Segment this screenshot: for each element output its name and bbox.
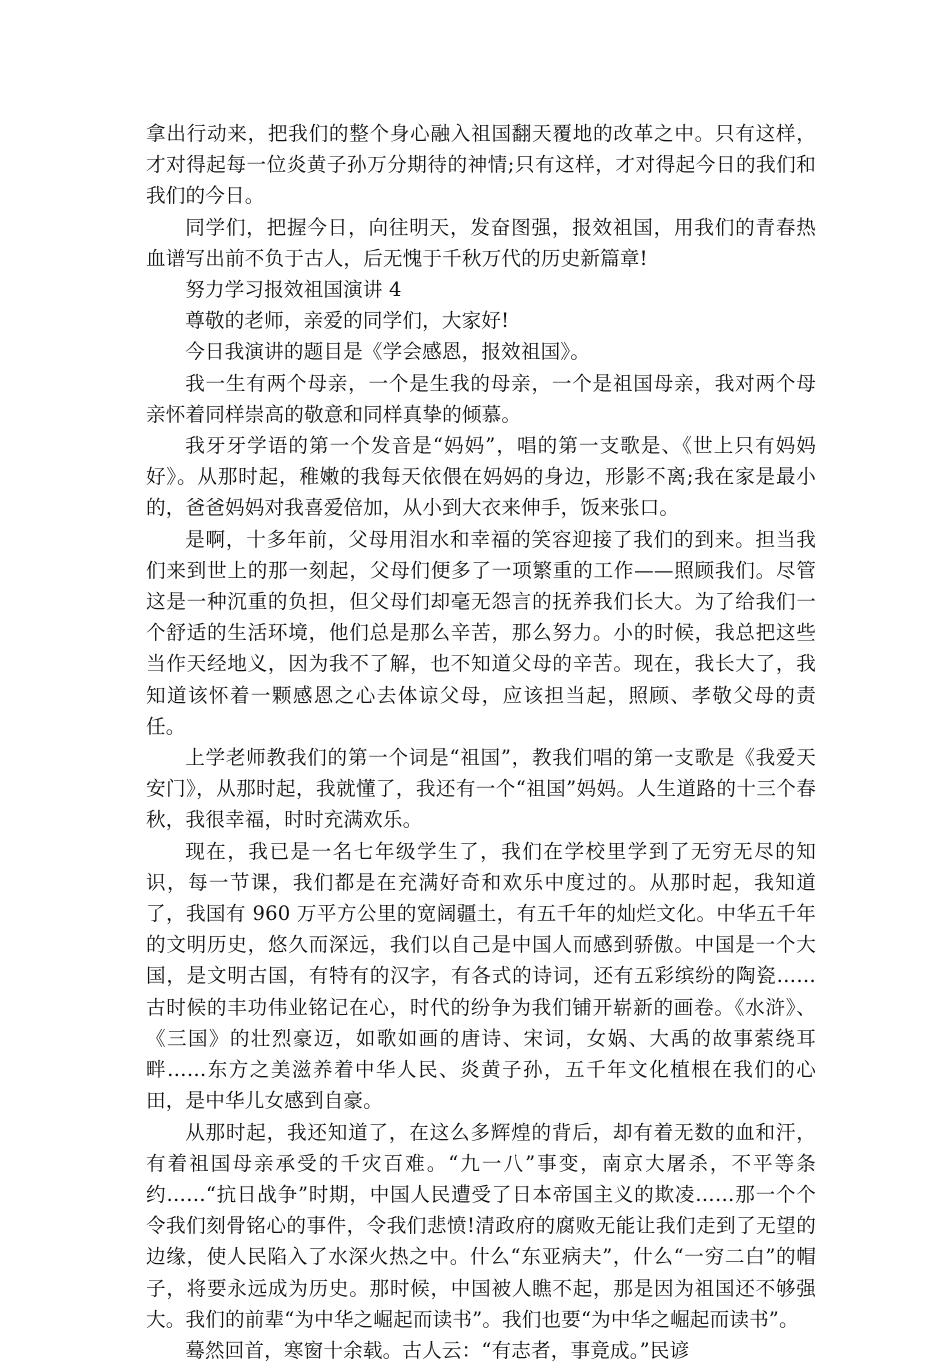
- paragraph: 我一生有两个母亲，一个是生我的母亲，一个是祖国母亲，我对两个母亲怀着同样崇高的敬意和同样真挚的倾慕。: [146, 371, 816, 426]
- paragraph: 从那时起，我还知道了，在这么多辉煌的背后，却有着无数的血和汗，有着祖国母亲承受的千灾百难。“九一八”事变，南京大屠杀，不平等条约……“抗日战争”时期，中国人民遭受了日本帝国主义的欺凌……那一个个令我们刻骨铭心的事件，令我们悲愤!清政府的腐败无能让我们走到了无望的边缘，使人民陷入了水深火热之中。什么“东亚病夫”，什么“一穷二白”的帽子，将要永远成为历史。那时候，中国被人瞧不起，那是因为祖国还不够强大。我们的前辈“为中华之崛起而读书”。我们也要“为中华之崛起而读书”。: [146, 1120, 816, 1331]
- document-page: [146, 118, 816, 1366]
- speech-title: 努力学习报效祖国演讲 4: [185, 278, 402, 302]
- paragraph: 是啊，十多年前，父母用泪水和幸福的笑容迎接了我们的到来。担当我们来到世上的那一刻起，父母们便多了一项繁重的工作——照顾我们。尽管这是一种沉重的负担，但父母们却毫无怨言的抚养我们长大。为了给我们一个舒适的生活环境，他们总是那么辛苦，那么努力。小的时候，我总把这些当作天经地义，因为我不了解，也不知道父母的辛苦。现在，我长大了，我知道该怀着一颗感恩之心去体谅父母，应该担当起，照顾、孝敬父母的责任。: [146, 527, 816, 738]
- greeting: 尊敬的老师，亲爱的同学们，大家好!: [185, 309, 510, 333]
- speech-topic: 今日我演讲的题目是《学会感恩，报效祖国》。: [185, 340, 591, 364]
- paragraph: 我牙牙学语的第一个发音是“妈妈”，唱的第一支歌是、《世上只有妈妈好》。从那时起，稚嫩的我每天依偎在妈妈的身边，形影不离;我在家是最小的，爸爸妈妈对我喜爱倍加，从小到大衣来伸手，饭来张口。: [146, 434, 816, 520]
- paragraph: 现在，我已是一名七年级学生了，我们在学校里学到了无穷无尽的知识，每一节课，我们都是在充满好奇和欢乐中度过的。从那时起，我知道了，我国有 960 万平方公里的宽阔疆土，有五千年的灿烂文化。中华五千年的文明历史，悠久而深远，我们以自己是中国人而感到骄傲。中国是一个大国，是文明古国，有特有的汉字，有各式的诗词，还有五彩缤纷的陶瓷……古时候的丰功伟业铭记在心，时代的纷争为我们铺开崭新的画卷。《水浒》、《三国》的壮烈豪迈，如歌如画的唐诗、宋词，女娲、大禹的故事萦绕耳畔……东方之美滋养着中华人民、炎黄子孙，五千年文化植根在我们的心田，是中华儿女感到自豪。: [146, 839, 816, 1113]
- paragraph: 同学们，把握今日，向往明天，发奋图强，报效祖国，用我们的青春热血谱写出前不负于古人，后无愧于千秋万代的历史新篇章!: [146, 215, 816, 270]
- paragraph-continuation: 拿出行动来，把我们的整个身心融入祖国翻天覆地的改革之中。只有这样，才对得起每一位炎黄子孙万分期待的神情;只有这样，才对得起今日的我们和我们的今日。: [146, 122, 816, 208]
- paragraph: 上学老师教我们的第一个词是“祖国”，教我们唱的第一支歌是《我爱天安门》，从那时起，我就懂了，我还有一个“祖国”妈妈。人生道路的十三个春秋，我很幸福，时时充满欢乐。: [146, 746, 816, 832]
- paragraph: 蓦然回首，寒窗十余载。古人云：“有志者，事竟成。”民谚: [185, 1338, 690, 1362]
